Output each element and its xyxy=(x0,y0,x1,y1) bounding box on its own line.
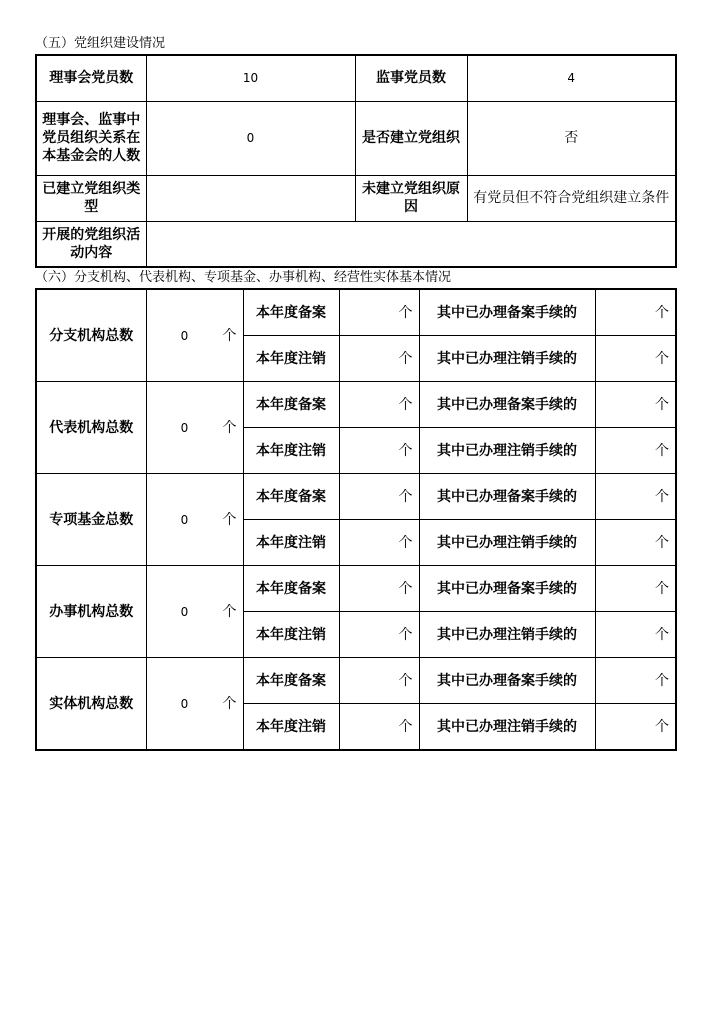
table-row xyxy=(36,221,676,267)
supervisor-party-members-value: 4 xyxy=(467,55,676,101)
supervisor-party-members-label: 监事党员数 xyxy=(355,55,467,101)
filed-done-label: 其中已办理备案手续的 xyxy=(419,658,595,704)
section5-title: （五）党组织建设情况 xyxy=(35,36,166,51)
table-row xyxy=(36,175,676,221)
group-count: 0 xyxy=(180,328,189,343)
board-party-members-value: 10 xyxy=(146,55,355,101)
filed-done-label: 其中已办理备案手续的 xyxy=(419,289,595,336)
group-count-unit: 个 xyxy=(222,603,237,620)
group-count-cell xyxy=(146,474,243,566)
group-count-unit: 个 xyxy=(222,419,237,436)
canceled-label: 本年度注销 xyxy=(243,704,339,751)
canceled-done-unit: 个 xyxy=(595,428,676,474)
party-activities-label: 开展的党组织活动内容 xyxy=(36,221,146,267)
table-row xyxy=(36,474,676,520)
filed-unit: 个 xyxy=(339,474,419,520)
filed-unit: 个 xyxy=(339,289,419,336)
filed-label: 本年度备案 xyxy=(243,658,339,704)
party-org-type-value xyxy=(146,175,355,221)
filed-label: 本年度备案 xyxy=(243,289,339,336)
group-count: 0 xyxy=(180,420,189,435)
group-count-cell xyxy=(146,566,243,658)
branch-institutions-table xyxy=(35,288,677,751)
filed-label: 本年度备案 xyxy=(243,566,339,612)
party-org-established-label: 是否建立党组织 xyxy=(355,101,467,175)
table-row xyxy=(36,382,676,428)
party-relations-count-value: 0 xyxy=(146,101,355,175)
group-count-cell xyxy=(146,658,243,751)
canceled-done-label: 其中已办理注销手续的 xyxy=(419,428,595,474)
canceled-done-unit: 个 xyxy=(595,520,676,566)
canceled-done-label: 其中已办理注销手续的 xyxy=(419,704,595,751)
filed-done-unit: 个 xyxy=(595,474,676,520)
canceled-done-label: 其中已办理注销手续的 xyxy=(419,612,595,658)
filed-done-unit: 个 xyxy=(595,566,676,612)
group-count-cell xyxy=(146,289,243,382)
filed-unit: 个 xyxy=(339,566,419,612)
group-label: 代表机构总数 xyxy=(36,382,146,474)
group-label: 办事机构总数 xyxy=(36,566,146,658)
table-row xyxy=(36,566,676,612)
canceled-unit: 个 xyxy=(339,612,419,658)
filed-label: 本年度备案 xyxy=(243,382,339,428)
no-party-org-reason-label: 未建立党组织原因 xyxy=(355,175,467,221)
group-count-cell xyxy=(146,382,243,474)
filed-done-label: 其中已办理备案手续的 xyxy=(419,382,595,428)
group-label: 专项基金总数 xyxy=(36,474,146,566)
canceled-done-label: 其中已办理注销手续的 xyxy=(419,336,595,382)
filed-label: 本年度备案 xyxy=(243,474,339,520)
canceled-label: 本年度注销 xyxy=(243,612,339,658)
party-activities-value xyxy=(146,221,676,267)
group-count-unit: 个 xyxy=(222,511,237,528)
group-label: 分支机构总数 xyxy=(36,289,146,382)
section6-title: （六）分支机构、代表机构、专项基金、办事机构、经营性实体基本情况 xyxy=(35,270,452,285)
group-count: 0 xyxy=(180,604,189,619)
canceled-label: 本年度注销 xyxy=(243,520,339,566)
group-count-unit: 个 xyxy=(222,327,237,344)
canceled-unit: 个 xyxy=(339,704,419,751)
no-party-org-reason-value: 有党员但不符合党组织建立条件 xyxy=(467,175,676,221)
canceled-done-label: 其中已办理注销手续的 xyxy=(419,520,595,566)
board-party-members-label: 理事会党员数 xyxy=(36,55,146,101)
group-count: 0 xyxy=(180,512,189,527)
party-org-established-value: 否 xyxy=(467,101,676,175)
canceled-done-unit: 个 xyxy=(595,704,676,751)
filed-unit: 个 xyxy=(339,658,419,704)
group-count-unit: 个 xyxy=(222,695,237,712)
filed-done-label: 其中已办理备案手续的 xyxy=(419,474,595,520)
canceled-unit: 个 xyxy=(339,428,419,474)
canceled-done-unit: 个 xyxy=(595,336,676,382)
group-count: 0 xyxy=(180,696,189,711)
canceled-label: 本年度注销 xyxy=(243,336,339,382)
canceled-unit: 个 xyxy=(339,336,419,382)
party-org-type-label: 已建立党组织类型 xyxy=(36,175,146,221)
filed-done-unit: 个 xyxy=(595,658,676,704)
canceled-label: 本年度注销 xyxy=(243,428,339,474)
filed-done-label: 其中已办理备案手续的 xyxy=(419,566,595,612)
filed-done-unit: 个 xyxy=(595,382,676,428)
filed-done-unit: 个 xyxy=(595,289,676,336)
table-row xyxy=(36,658,676,704)
table-row xyxy=(36,55,676,101)
table-row xyxy=(36,101,676,175)
party-organization-table xyxy=(35,54,677,268)
filed-unit: 个 xyxy=(339,382,419,428)
party-relations-count-label: 理事会、监事中党员组织关系在本基金会的人数 xyxy=(36,101,146,175)
group-label: 实体机构总数 xyxy=(36,658,146,751)
table-row xyxy=(36,289,676,336)
canceled-done-unit: 个 xyxy=(595,612,676,658)
canceled-unit: 个 xyxy=(339,520,419,566)
